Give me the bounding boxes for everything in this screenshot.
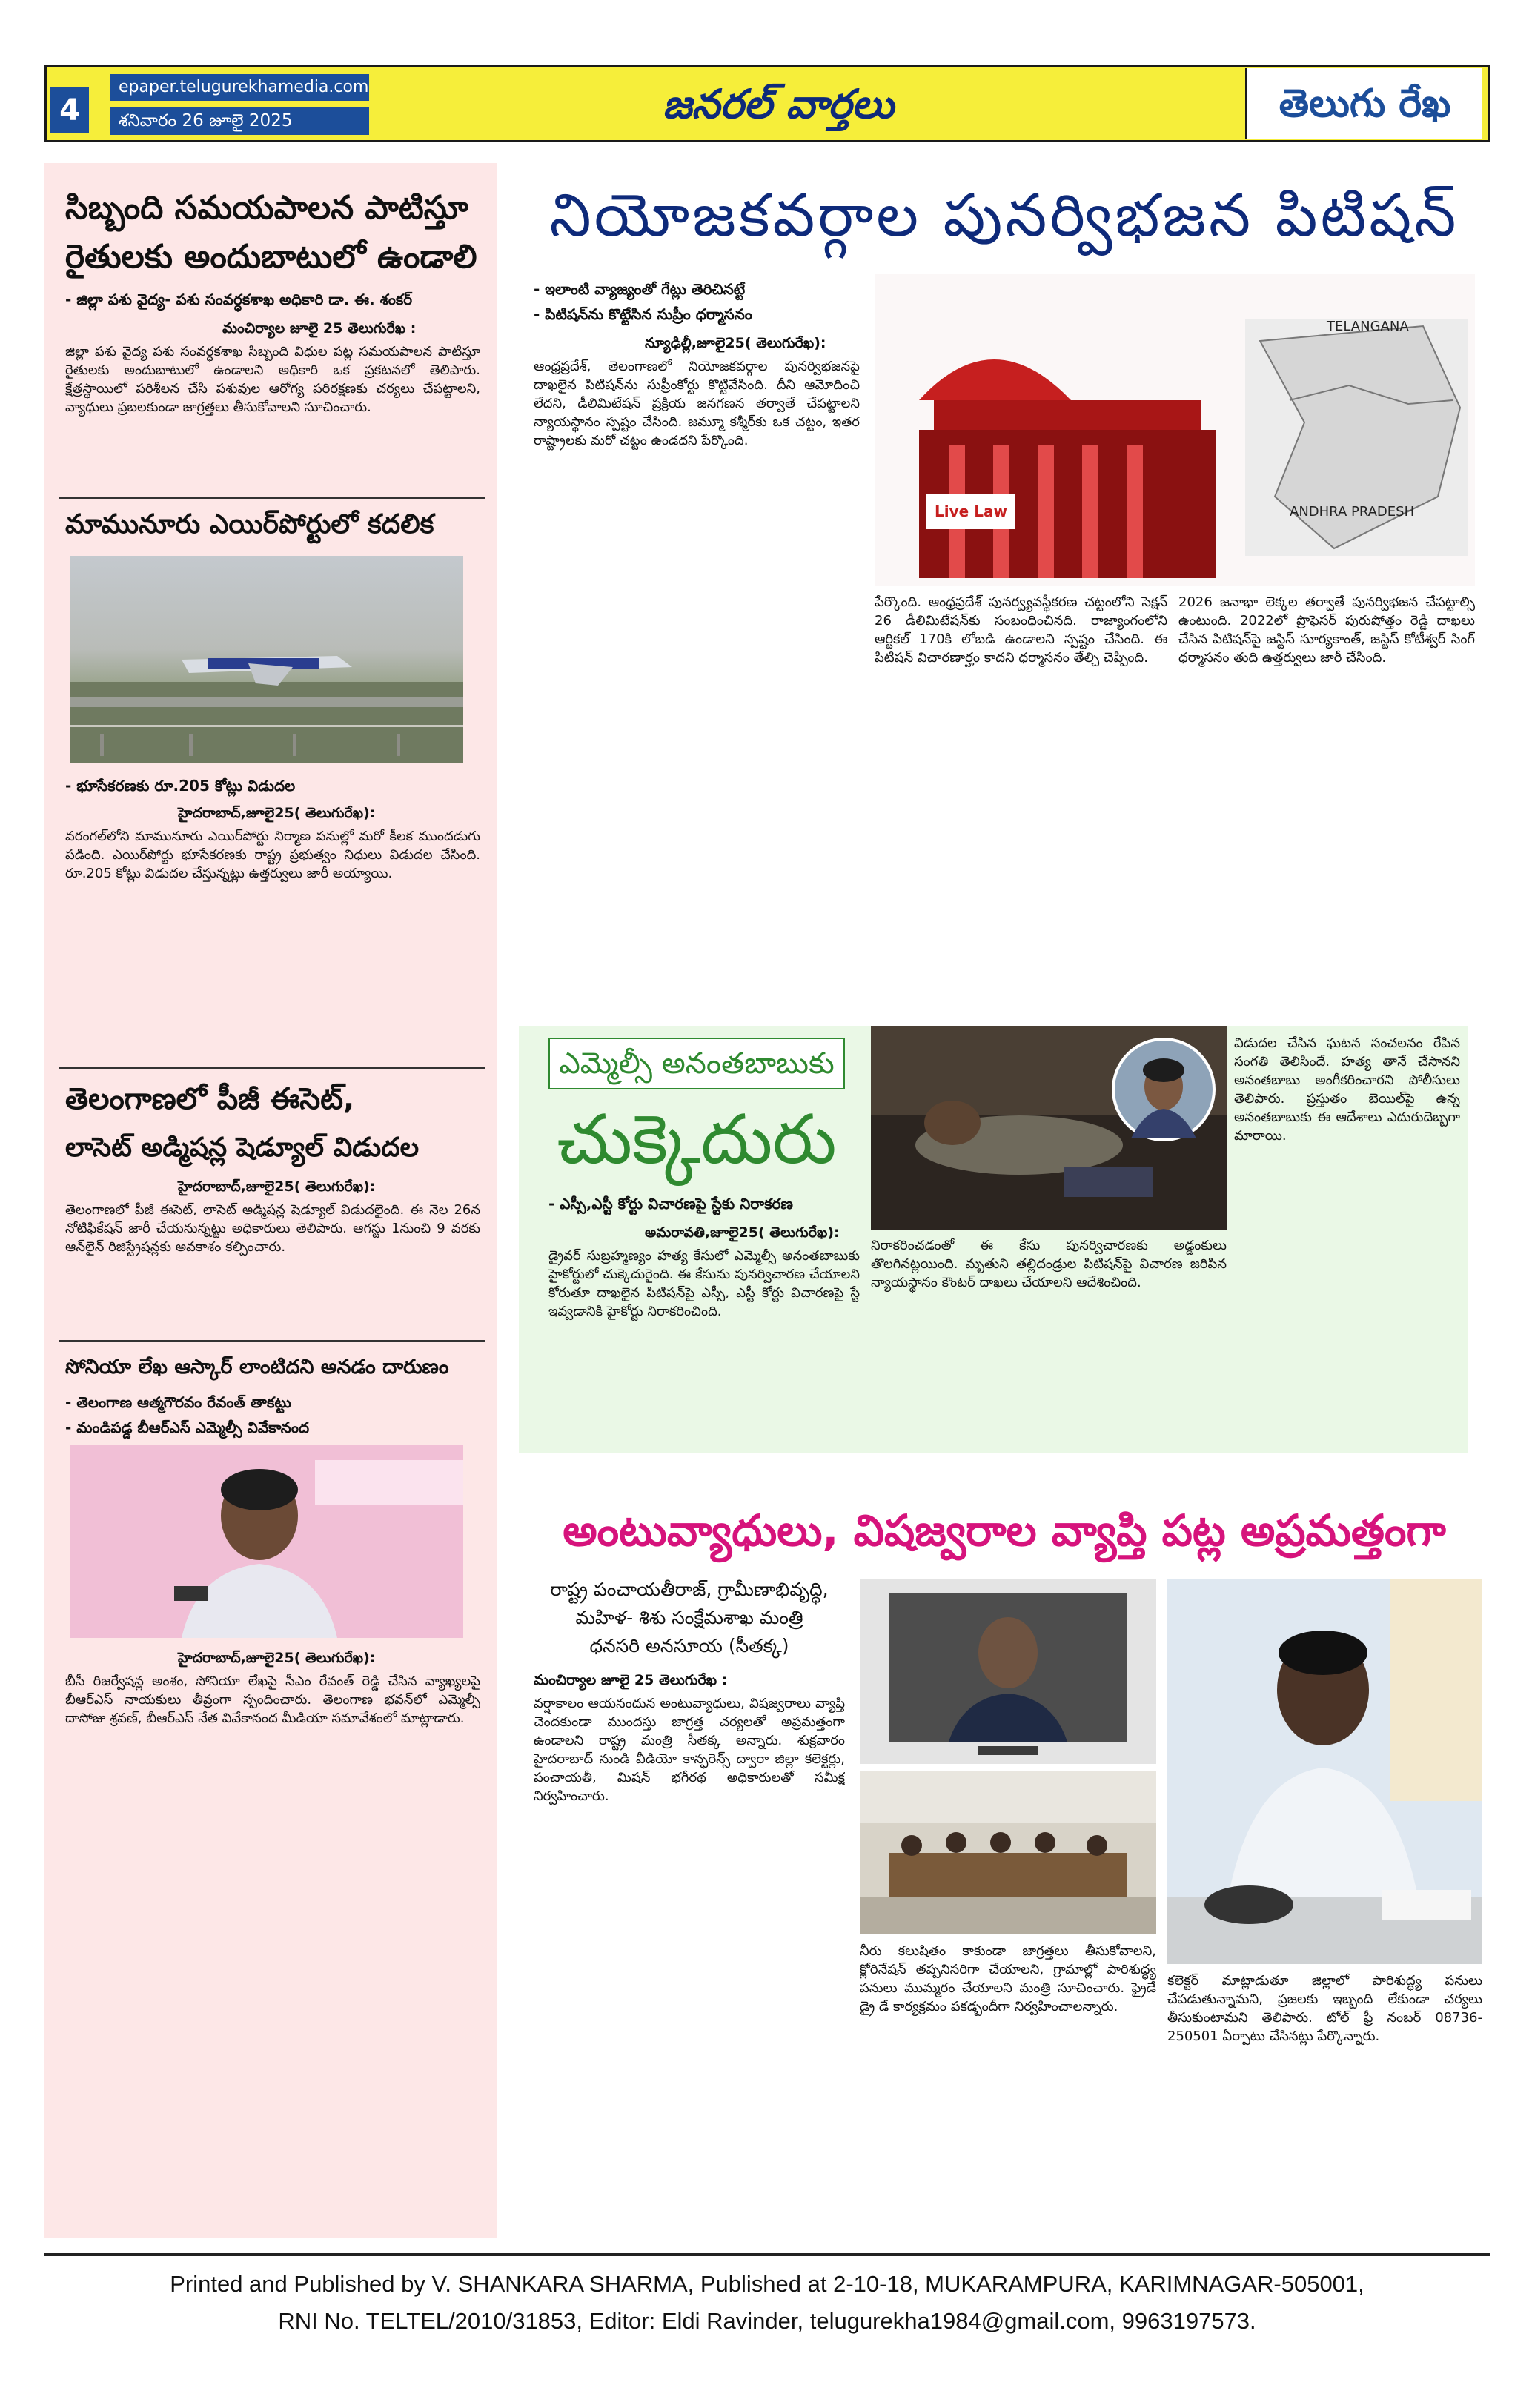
portrait-inset-art: [1115, 1041, 1213, 1138]
divider: [59, 1067, 485, 1069]
mlc-body-col2: నిరాకరించడంతో ఈ కేసు పునర్విచారణకు అడ్డంకులు తొలగినట్లయింది. మృతుని తల్లిదండ్రుల పిటిషన్‌పై విచారణ జరిపిన న్యాయస్థానం కౌంటర్ దాఖలు చేయాలని ఆదేశించింది.: [871, 1238, 1227, 1290]
airport-photo: [70, 556, 463, 763]
lead-dateline: న్యూఢిల్లీ,జూలై25( తెలుగురేఖ):: [645, 335, 826, 351]
health-body-col1: వర్షాకాలం ఆయనందున అంటువ్యాధులు, విషజ్వరాలు వ్యాప్తి చెందకుండా ముందస్తు జాగ్రత్త చర్యలతో అప్రమత్తంగా ఉండాలని రాష్ట్ర మంత్రి సీతక్క అన్నారు. శుక్రవారం హైదరాబాద్ నుండి వీడియో కాన్ఫరెన్స్ ద్వారా జిల్లా కలెక్టర్లు, పంచాయతీ, మిషన్ భగీరథ అధికారులతో సమీక్ష నిర్వహించారు.: [534, 1696, 845, 1804]
story2-dateline: హైదరాబాద్,జూలై25( తెలుగురేఖ):: [178, 805, 376, 821]
section-title: జనరల్ వార్తలు: [662, 81, 895, 127]
site-url-link[interactable]: epaper.telugurekhamedia.com: [110, 74, 369, 101]
story2-headline: మామునూరు ఎయిర్‌పోర్టులో కదలిక: [65, 509, 434, 540]
speaker-photo-art: [70, 1445, 463, 1638]
lead-body-col3: 2026 జనాభా లెక్కల తర్వాతే పునర్విభజన చేపట్టాల్సి ఉంటుంది. 2022లో ప్రొఫెసర్ పురుషోత్తం రెడ్డి దాఖలు చేసిన పిటిషన్‌పై జస్టిస్ సూర్యకాంత్, జస్టిస్ కోటీశ్వర్ సింగ్ ధర్మాసనం తుది ఉత్తర్వులు జారీ చేసింది.: [1178, 594, 1475, 666]
story1-dateline: మంచిర్యాల జూలై 25 తెలుగురేఖ :: [222, 320, 417, 336]
mlc-body-col1: డ్రైవర్ సుబ్రహ్మణ్యం హత్య కేసులో ఎమ్మెల్సీ అనంతబాబుకు హైకోర్టులో చుక్కెదురైంది. ఈ కేసును పునర్విచారణ చేయాలని కోరుతూ దాఖలైన పిటిషన్‌పై ఎస్సీ, ఎస్టీ కోర్టు విచారణపై స్టే ఇవ్వడానికి హైకోర్టు నిరాకరించింది.: [548, 1248, 860, 1319]
imprint-line-2: RNI No. TELTEL/2010/31853, Editor: Eldi Ravinder, telugurekha1984@gmail.com, 9963197573.: [278, 2308, 1256, 2334]
story3-dateline: హైదరాబాద్,జూలై25( తెలుగురేఖ):: [178, 1178, 376, 1195]
live-law-watermark: Live Law: [926, 494, 1015, 529]
story4-kicker-1: - తెలంగాణ ఆత్మగౌరవం రేవంత్ తాకట్టు: [65, 1393, 291, 1411]
story4-dateline: హైదరాబాద్,జూలై25( తెలుగురేఖ):: [178, 1650, 376, 1666]
telangana-map-label: TELANGANA: [1327, 319, 1409, 334]
story3-headline-line2: లాసెట్ అడ్మిషన్ల షెడ్యూల్ విడుదల: [65, 1132, 420, 1163]
meeting-room-photo: [860, 1771, 1156, 1934]
divider: [59, 497, 485, 499]
story1-headline-line1: సిబ్బంది సమయపాలన పాటిస్తూ: [65, 189, 469, 227]
story4-headline: సోనియా లేఖ ఆస్కార్ లాంటిదని అనడం దారుణం: [65, 1356, 449, 1379]
story3-body: తెలంగాణలో పీజీ ఈసెట్, లాసెట్ అడ్మిషన్ల షెడ్యూల్ విడుదలైంది. ఈ నెల 26న నోటిఫికేషన్ జారీ చేయనున్నట్టు అధికారులు తెలిపారు. ఆగస్టు 1నుంచి 9 వరకు ఆన్‌లైన్ రిజిస్ట్రేషన్లకు అవకాశం కల్పించారు.: [65, 1202, 480, 1255]
supreme-court-map-image: [875, 274, 1475, 586]
story2-kicker: - భూసేకరణకు రూ.205 కోట్లు విడుదల: [65, 777, 296, 795]
lead-body-col2: పేర్కొంది. ఆంధ్రప్రదేశ్ పునర్వ్యవస్థీకరణ చట్టంలోని సెక్షన్ 26 డీలిమిటేషన్‌కు సంబంధించినది. రాజ్యాంగంలోని ఆర్టికల్ 170కి లోబడి ఉండాలని స్పష్టం చేసింది. ఈ పిటిషన్ విచారణార్హం కాదని ధర్మాసనం తేల్చి చెప్పింది.: [875, 594, 1167, 666]
health-headline: అంటువ్యాధులు, విషజ్వరాల వ్యాప్తి పట్ల అప్రమత్తంగా: [563, 1505, 1446, 1556]
airport-photo-art: [70, 556, 463, 763]
footer-rule: [44, 2253, 1490, 2256]
story1-headline-line2: రైతులకు అందుబాటులో ఉండాలి: [65, 238, 477, 276]
health-subhead-3: ధనసరి అనసూయ (సీతక్క): [589, 1635, 789, 1656]
brand-logo: తెలుగు రేఖ: [1245, 68, 1482, 139]
health-body-col2: నీరు కలుషితం కాకుండా జాగ్రత్తలు తీసుకోవాలని, క్లోరినేషన్ తప్పనిసరిగా చేయాలని, గ్రామాల్లో పారిశుద్ధ్య పనులు ముమ్మరం చేయాలని మంత్రి సూచించారు. ఫ్రైడే డ్రై డే కార్యక్రమం పకడ్బందీగా నిర్వహించాలన్నారు.: [860, 1943, 1156, 2014]
mlc-body-col3: విడుదల చేసిన ఘటన సంచలనం రేపిన సంగతి తెలిసిందే. హత్య తానే చేసానని అనంతబాబు అంగీకరించారని పోలీసులు తెలిపారు. ప్రస్తుతం బెయిల్‌పై ఉన్న అనంతబాబుకు ఈ ఆదేశాలు ఎదురుదెబ్బగా మారాయి.: [1234, 1035, 1460, 1144]
health-subhead-1: రాష్ట్ర పంచాయతీరాజ్, గ్రామీణాభివృద్ధి,: [550, 1579, 829, 1600]
page-number: 4: [50, 87, 89, 133]
meeting-room-art: [860, 1771, 1156, 1934]
mlc-headline-line2: చుక్కెదురు: [557, 1100, 837, 1179]
mlc-headline-line1: ఎమ్మెల్సీ అనంతబాబుకు: [548, 1038, 845, 1089]
story1-kicker: - జిల్లా పశు వైద్య- పశు సంవర్ధకశాఖ అధికారి డా. ఈ. శంకర్: [65, 291, 413, 308]
story4-body: బీసీ రిజర్వేషన్ల అంశం, సోనియా లేఖపై సీఎం రేవంత్ రెడ్డి చేసిన వ్యాఖ్యలపై బీఆర్ఎస్ నాయకులు తీవ్రంగా స్పందించారు. తెలంగాణ భవన్‌లో ఎమ్మెల్సీ దాసోజు శ్రవణ్, బీఆర్ఎస్ నేత వివేకానంద మీడియా సమావేశంలో మాట్లాడారు.: [65, 1674, 480, 1726]
mlc-speaker-photo: [70, 1445, 463, 1638]
health-body-col3: కలెక్టర్ మాట్లాడుతూ జిల్లాలో పారిశుద్ధ్య పనులు చేపడుతున్నామని, ప్రజలకు ఇబ్బంది లేకుండా చర్యలు తీసుకుంటామని తెలిపారు. టోల్ ఫ్రీ నంబర్ 08736-250501 ఏర్పాటు చేసినట్లు పేర్కొన్నారు.: [1167, 1973, 1482, 2044]
story3-headline-line1: తెలంగాణలో పీజీ ఈసెట్,: [65, 1082, 355, 1116]
mlc-kicker: - ఎస్సీ,ఎస్టీ కోర్టు విచారణపై స్టేకు నిరాకరణ: [548, 1195, 793, 1213]
imprint-line-1: Printed and Published by V. SHANKARA SHARMA, Published at 2-10-18, MUKARAMPURA, KARIMNAGAR-505001,: [170, 2271, 1364, 2297]
lead-headline: నియోజకవర్గాల పునర్విభజన పిటిషన్: [549, 181, 1459, 250]
story1-body: జిల్లా పశు వైద్య పశు సంవర్ధకశాఖ సిబ్బంది విధుల పట్ల సమయపాలన పాటిస్తూ రైతులకు అందుబాటులో ఉండాలని అధికారి ఒక ప్రకటనలో తెలిపారు. క్షేత్రస్థాయిలో పరిశీలన చేసి పశువుల ఆరోగ్య పరిరక్షణకు చర్యలు చేపట్టాలని, వ్యాధులు ప్రబలకుండా జాగ్రత్తలు తీసుకోవాలని సూచించారు.: [65, 344, 480, 415]
collector-photo: [1167, 1579, 1482, 1964]
collector-photo-art: [1167, 1579, 1482, 1964]
story2-body: వరంగల్‌లోని మామునూరు ఎయిర్‌పోర్టు నిర్మాణ పనుల్లో మరో కీలక ముందడుగు పడింది. ఎయిర్‌పోర్టు భూసేకరణకు రాష్ట్ర ప్రభుత్వం నిధులు విడుదల చేసింది. రూ.205 కోట్లు విడుదల చేస్తున్నట్లు ఉత్తర్వులు జారీ అయ్యాయి.: [65, 829, 480, 881]
video-call-photo: [860, 1579, 1156, 1764]
divider: [59, 1340, 485, 1342]
video-call-art: [860, 1579, 1156, 1764]
mlc-scene-photo: [871, 1026, 1227, 1230]
health-subhead-2: మహిళ- శిశు సంక్షేమశాఖ మంత్రి: [575, 1607, 803, 1628]
mlc-portrait-inset: [1112, 1038, 1216, 1141]
story4-kicker-2: - మండిపడ్డ బీఆర్ఎస్ ఎమ్మెల్సీ వివేకానంద: [65, 1419, 310, 1436]
lead-kicker-1: - ఇలాంటి వ్యాజ్యంతో గేట్లు తెరిచినట్టే: [534, 280, 746, 298]
lead-kicker-2: - పిటిషన్‌ను కొట్టేసిన సుప్రీం ధర్మాసనం: [534, 305, 752, 323]
health-dateline: మంచిర్యాల జూలై 25 తెలుగురేఖ :: [534, 1672, 728, 1688]
andhra-pradesh-map-label: ANDHRA PRADESH: [1290, 504, 1415, 520]
lead-body-col1: ఆంధ్రప్రదేశ్, తెలంగాణలో నియోజకవర్గాల పునర్విభజనపై దాఖలైన పిటిషన్‌ను సుప్రీంకోర్టు కొట్టివేసింది. దీని ఆమోదించి లేదని, డీలిమిటేషన్ ప్రక్రియ జనగణన తర్వాతే చేపట్టాలని న్యాయస్థానం స్పష్టం చేసింది. జమ్మూ కశ్మీర్‌కు ఒక చట్టం, ఇతర రాష్ట్రాలకు మరో చట్టం ఉండదని పేర్కొంది.: [534, 359, 860, 448]
issue-date: శనివారం 26 జూలై 2025: [110, 107, 369, 135]
mlc-dateline: అమరావతి,జూలై25( తెలుగురేఖ):: [645, 1224, 840, 1241]
